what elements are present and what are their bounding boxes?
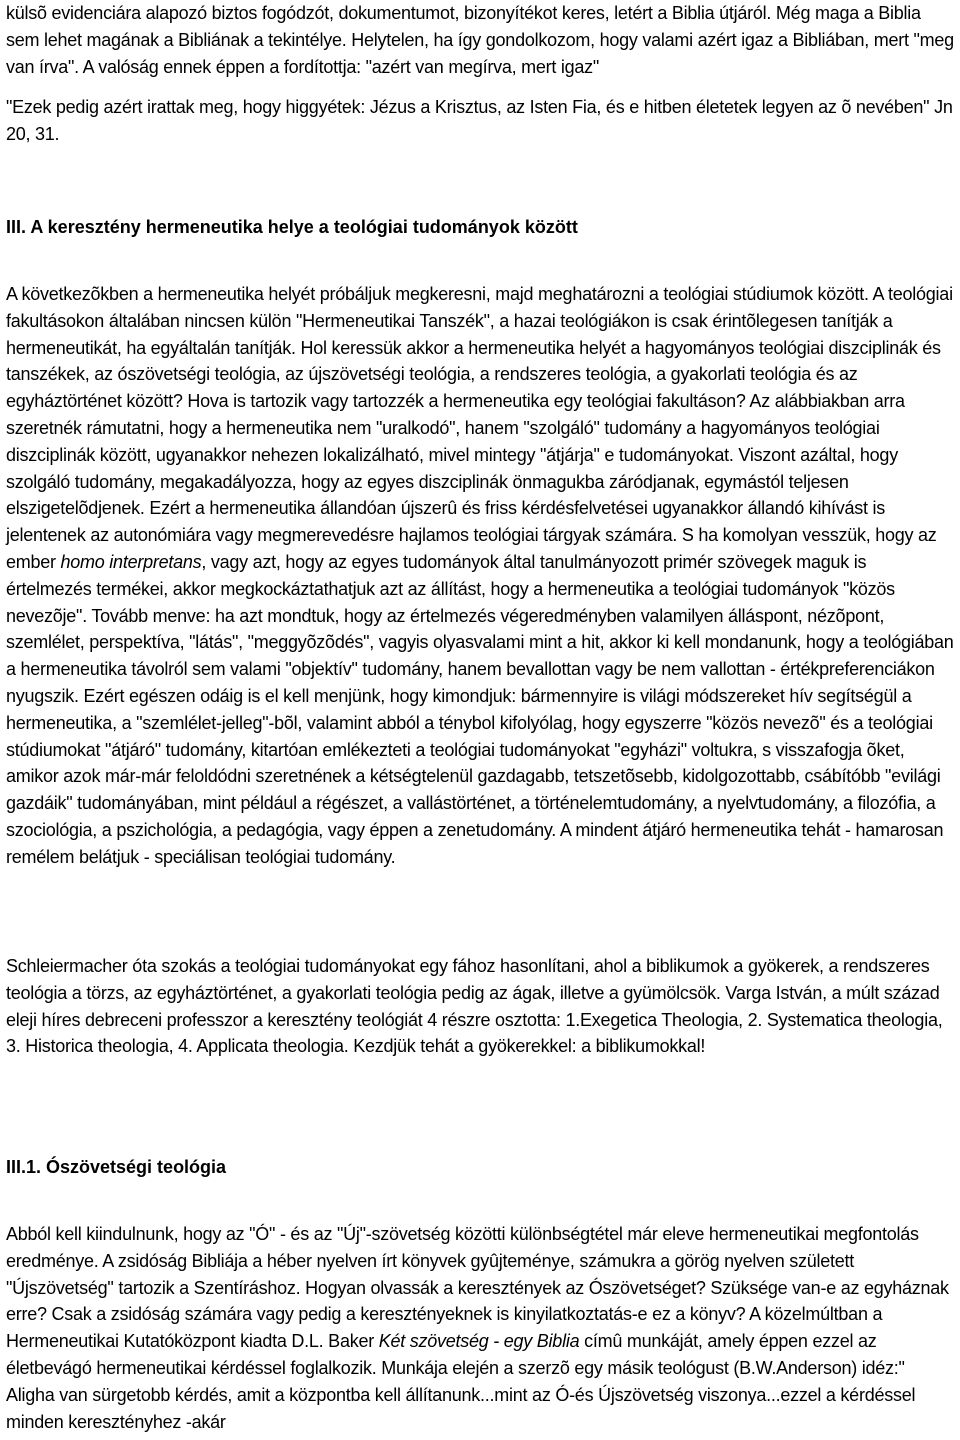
paragraph-old-testament (6, 1221, 954, 1435)
italic-term: homo interpretans (60, 551, 202, 572)
section-heading-iii-1: III.1. Ószövetségi teológia (6, 1157, 227, 1177)
italic-title: Két szövetség - egy Biblia (378, 1331, 580, 1352)
text-run: Abból kell kiindulnunk, hogy az "Ó" - és az "Új"-szövetség közötti különbségtétel már eleve hermeneutikai megfontolás eredménye. A zsidóság Bibliája a héber nyelven írt könyvek gyûjteménye, számukra a görög nyelven született "Újszövetség" tartozik a Szentíráshoz. Hogyan olvassák a keresztények az Ószövetséget? Szüksége van-e az egyháznak erre? Csak a zsidóság számára vagy pedig a keresztényeknek is kinyilatkoztatás-e ez a könyv? A közelmúltban a Hermeneutikai Kutatóközpont kiadta D.L. Baker (6, 1224, 949, 1352)
text-run: A következõkben a hermeneutika helyét próbáljuk megkeresni, majd meghatározni a teológiai stúdiumok között. A teológiai fakultásokon általában nincsen külön "Hermeneutikai Tanszék", a hazai teológiákon is csak érintõlegesen tanítják a hermeneutikát, ha egyáltalán tanítják. Hol keressük akkor a hermeneutika helyét a hagyományos teológiai diszciplinák és tanszékek, az ószövetségi teológia, az újszövetségi teológia, a rendszeres teológia, a gyakorlati teológia és az egyháztörténet között? Hova is tartozik vagy tartozzék a hermeneutika egy teológiai fakultáson? Az alábbiakban arra szeretnék rámutatni, hogy a hermeneutika nem "uralkodó", hanem "szolgáló" tudomány a hagyományos teológiai diszciplinák között, ugyanakkor nehezen lokalizálható, mivel mintegy "átjárja" e tudományokat. Viszont azáltal, hogy szolgáló tudomány, megakadályozza, hogy az egyes diszciplinák önmagukba záródjanak, egymástól teljesen elszigetelõdjenek. Ezért a hermeneutika állandóan újszerû és friss kérdésfelvetései ugyanakkor állandó kihívást is jelentenek az autonómiára vagy megmerevedésre hajlamos teológiai tárgyak számára. S ha komolyan vesszük, hogy az ember (6, 284, 953, 572)
paragraph-schleiermacher: Schleiermacher óta szokás a teológiai tudományokat egy fához hasonlítani, ahol a biblikumok a gyökerek, a rendszeres teológia a törzs, az egyháztörténet, a gyakorlati teológia pedig az ágak, illetve a gyümölcsök. Varga István, a múlt század eleji híres debreceni professzor a keresztény teológiát 4 részre osztotta: 1.Exegetica Theologia, 2. Systematica theologia, 3. Historica theologia, 4. Applicata theologia. Kezdjük tehát a gyökerekkel: a biblikumokkal! (6, 956, 943, 1057)
text-run: címû munkáját, amely éppen ezzel az életbevágó hermeneutikai kérdéssel foglalkozik. Munkája elején a szerzõ egy másik teológust (B.W.Anderson) idéz:" Aligha van sürgetobb kérdés, amit a központba kell állítanunk...mint az Ó-és Újszövetség viszonya...ezzel a kérdéssel minden keresztényhez -akár (6, 1331, 916, 1432)
paragraph-quote: "Ezek pedig azért irattak meg, hogy higgyétek: Jézus a Krisztus, az Isten Fia, és e hitben életetek legyen az õ nevében" Jn 20, 31. (6, 97, 953, 144)
paragraph-intro: külsõ evidenciára alapozó biztos fogódzót, dokumentumot, bizonyítékot keres, letért a Biblia útjáról. Még maga a Biblia sem lehet magának a Bibliának a tekintélye. Helytelen, ha így gondolkozom, hogy valami azért igaz a Bibliában, mert "meg van írva". A valóság ennek éppen a fordítottja: "azért van megírva, mert igaz" (6, 3, 954, 77)
text-run: , vagy azt, hogy az egyes tudományok által tanulmányozott primér szövegek maguk is értelmezés termékei, akkor megkockáztathatjuk azt az állítást, hogy a hermeneutika a teológiai tudományok "közös nevezõje". Tovább menve: ha azt mondtuk, hogy az értelmezés végeredményben valamilyen álláspont, nézõpont, szemlélet, perspektíva, "látás", "meggyõzõdés", vagyis olyasvalami mint a hit, akkor ki kell mondanunk, hogy a teológiában a hermeneutika távolról sem valami "objektív" tudomány, hanem bevallottan vagy be nem vallottan - értékpreferenciákon nyugszik. Ezért egészen odáig is el kell menjünk, hogy kimondjuk: bármennyire is világi módszereket hív segítségül a hermeneutika, a "szemlélet-jelleg"-bõl, valamint abból a ténybol kifolyólag, hogy egyszerre "közös nevezõ" és a teológiai stúdiumokat "átjáró" tudomány, kitartóan emlékezteti a teológiai tudományokat "egyházi" voltukra, s visszafogja õket, amikor azok már-már feloldódni szeretnének a kétségtelenül gazdagabb, tetszetõsebb, kidolgozottabb, csábítóbb "evilági gazdáik" tudományában, mint például a régészet, a vallástörténet, a történelemtudomány, a nyelvtudomány, a filozófia, a szociológia, a pszichológia, a pedagógia, vagy éppen a zenetudomány. A mindent átjáró hermeneutika tehát - hamarosan remélem belátjuk - speciálisan teológiai tudomány. (6, 551, 954, 867)
paragraph-hermeneutics-place (6, 281, 954, 871)
section-heading-iii: III. A keresztény hermeneutika helye a teológiai tudományok között (6, 217, 578, 237)
